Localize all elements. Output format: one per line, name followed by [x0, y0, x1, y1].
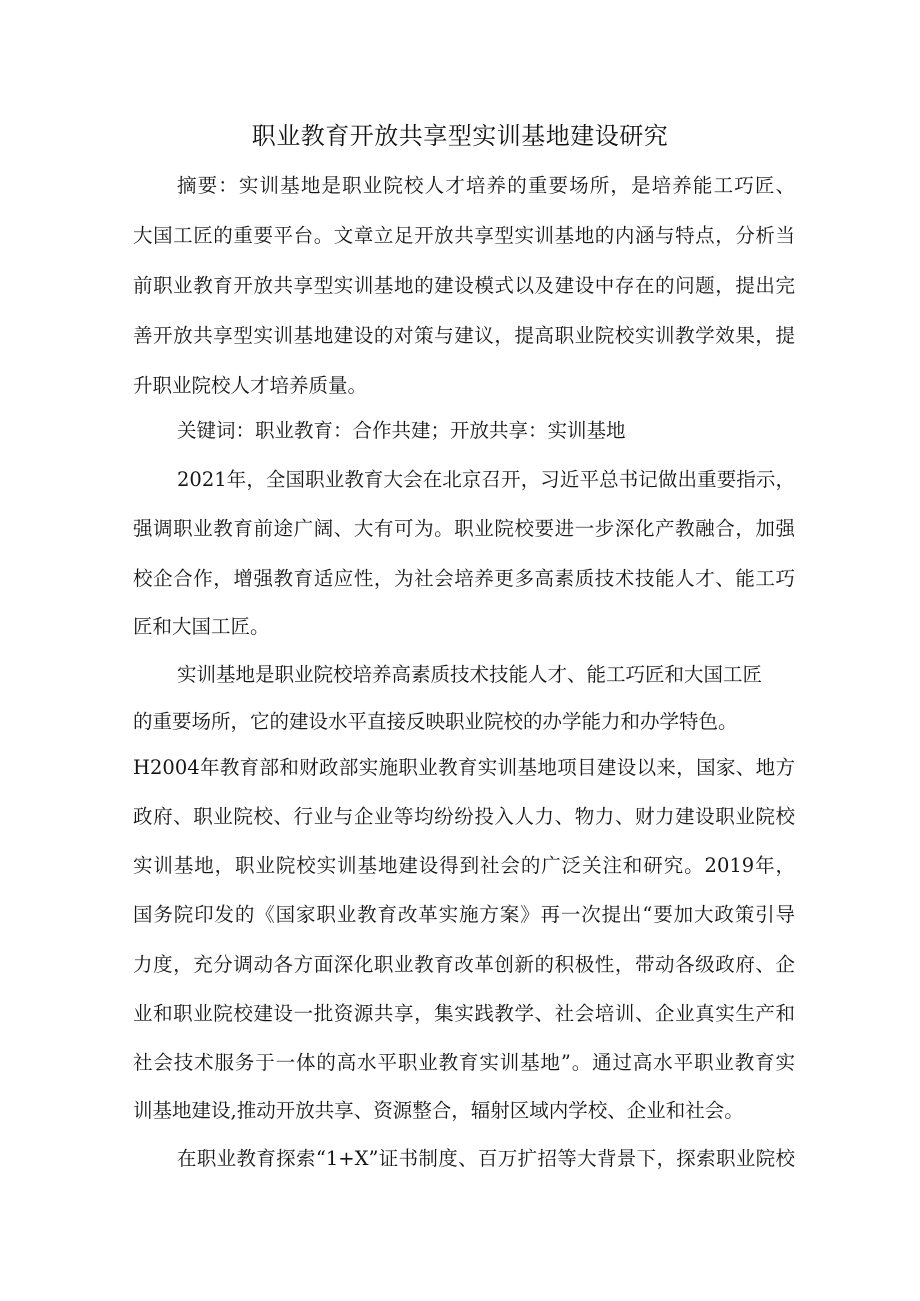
keywords-line: 关键词：职业教育：合作共建；开放共享：实训基地 — [177, 419, 626, 442]
paragraph-line: H2004年教育部和财政部实施职业教育实训基地项目建设以来，国家、地方 — [133, 756, 795, 779]
paragraph-line: 实训基地是职业院校培养高素质技术技能人才、能工巧匠和大国工匠 — [177, 663, 763, 686]
abstract-line: 摘要：实训基地是职业院校人才培养的重要场所，是培养能工巧匠、 — [177, 174, 795, 197]
paragraph-line: 力度，充分调动各方面深化职业教育改革创新的积极性，带动各级政府、企 — [133, 953, 795, 976]
paragraph-line: 校企合作，增强教育适应性，为社会培养更多高素质技术技能人才、能工巧 — [133, 567, 795, 590]
paragraph-line: 的重要场所，它的建设水平直接反映职业院校的办学能力和办学特色。 — [133, 710, 738, 733]
paragraph-line: 实训基地，职业院校实训基地建设得到社会的广泛关注和研究。2019年， — [133, 854, 795, 877]
abstract-line: 前职业教育开放共享型实训基地的建设模式以及建设中存在的问题，提出完 — [133, 274, 795, 297]
paragraph-line: 在职业教育探索“1+X”证书制度、百万扩招等大背景下，探索职业院校 — [177, 1147, 795, 1170]
paragraph-line: 匠和大国工匠。 — [133, 615, 270, 638]
abstract-line: 大国工匠的重要平台。文章立足开放共享型实训基地的内涵与特点，分析当 — [133, 224, 795, 247]
paragraph-line: 社会技术服务于一体的高水平职业教育实训基地”。通过高水平职业教育实 — [133, 1051, 795, 1074]
paragraph-line: 业和职业院校建设一批资源共享，集实践教学、社会培训、企业真实生产和 — [133, 1002, 795, 1025]
paragraph-line: 政府、职业院校、行业与企业等均纷纷投入人力、物力、财力建设职业院校 — [133, 805, 795, 828]
abstract-line: 升职业院校人才培养质量。 — [133, 374, 368, 397]
paragraph-line: 训基地建设,推动开放共享、资源整合，辐射区域内学校、企业和社会。 — [133, 1099, 744, 1122]
paragraph-line: 国务院印发的《国家职业教育改革实施方案》再一次提出“要加大政策引导 — [133, 903, 795, 926]
paragraph-line: 强调职业教育前途广阔、大有可为。职业院校要进一步深化产教融合，加强 — [133, 517, 795, 540]
abstract-line: 善开放共享型实训基地建设的对策与建议，提高职业院校实训教学效果，提 — [133, 324, 795, 347]
document-title: 职业教育开放共享型实训基地建设研究 — [251, 122, 669, 150]
paragraph-line: 2021年，全国职业教育大会在北京召开，习近平总书记做出重要指示， — [177, 468, 795, 491]
